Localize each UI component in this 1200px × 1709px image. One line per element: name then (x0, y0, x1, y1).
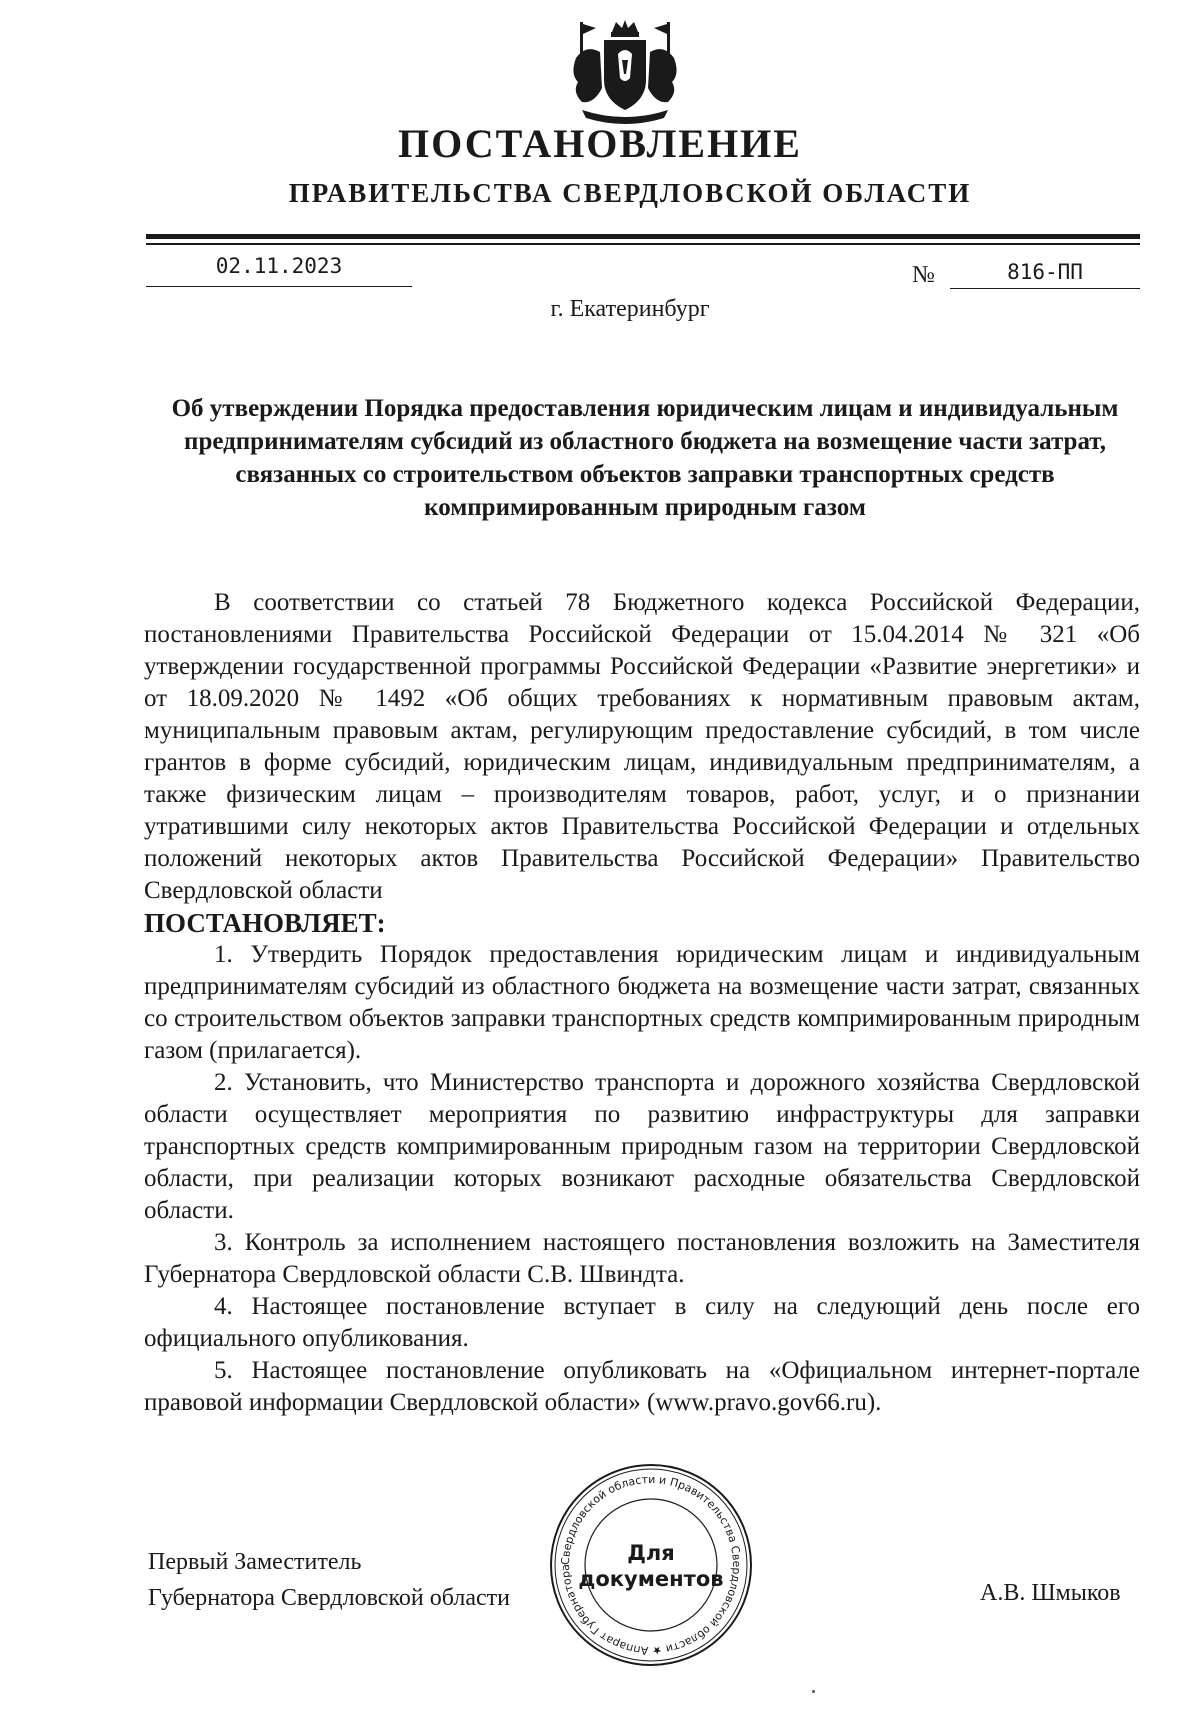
signatory-position-line1: Первый Заместитель (148, 1549, 362, 1575)
item-4: 4. Настоящее постановление вступает в силу на следующий день после его официального опубликования. (144, 1293, 1140, 1352)
stamp-center-line2: документов (578, 1567, 724, 1591)
item-5: 5. Настоящее постановление опубликовать на «Официальном интернет-портале правовой информации Свердловской области» (www.pravo.gov66.ru). (144, 1357, 1140, 1416)
document-number: 816-ПП (950, 260, 1140, 289)
stamp-ring-text: Свердловской области и Правительства Свердловской области ★ Аппарат Губернатора (558, 1472, 744, 1658)
coat-of-arms-icon (566, 18, 684, 128)
official-stamp (548, 1462, 754, 1668)
svg-text:Свердловской области и Правите (559, 1473, 743, 1657)
header-divider-thick (146, 234, 1140, 239)
header-divider-thin (146, 243, 1140, 245)
item-1: 1. Утвердить Порядок предоставления юридическим лицам и индивидуальным предпринимателям субсидий из областного бюджета на возмещение части затрат, связанных со строительством объектов заправки транспортных средств компримированным природным газом (прилагается). (144, 941, 1140, 1064)
document-type-title: ПОСТАНОВЛЕНИЕ (398, 121, 802, 166)
number-sign: № (912, 262, 935, 288)
scan-speck (812, 1690, 815, 1693)
city-line: г. Екатеринбург (550, 296, 710, 322)
signatory-position (148, 1544, 510, 1616)
resolves-keyword: ПОСТАНОВЛЯЕТ: (144, 908, 386, 938)
document-body (144, 587, 1140, 1419)
document-date: 02.11.2023 (146, 254, 412, 287)
item-2: 2. Установить, что Министерство транспорта и дорожного хозяйства Свердловской области осуществляет мероприятия по развитию инфраструктуры для заправки транспортных средств компримированным природным газом на территории Свердловской области, при реализации которых возникают расходные обязательства Свердловской области. (144, 1069, 1140, 1224)
preamble-paragraph: В соответствии со статьей 78 Бюджетного кодекса Российской Федерации, постановлениями Правительства Российской Федерации от 15.04.2014 № 321 «Об утверждении государственной программы Российской Федерации «Развитие энергетики» и от 18.09.2020 № 1492 «Об общих требованиях к нормативным правовым актам, муниципальным правовым актам, регулирующим предоставление субсидий, в том числе грантов в форме субсидий, юридическим лицам, индивидуальным предпринимателям, а также физическим лицам – производителям товаров, работ, услуг, и о признании утратившими силу некоторых актов Правительства Российской Федерации и отдельных положений некоторых актов Правительства Российской Федерации» Правительство Свердловской области (144, 589, 1140, 904)
issuer-subtitle: ПРАВИТЕЛЬСТВА СВЕРДЛОВСКОЙ ОБЛАСТИ (288, 178, 972, 208)
item-3: 3. Контроль за исполнением настоящего постановления возложить на Заместителя Губернатора Свердловской области С.В. Швиндта. (144, 1229, 1140, 1288)
document-heading: Об утверждении Порядка предоставления юридическим лицам и индивидуальным предпринимателям субсидий из областного бюджета на возмещение части затрат, связанных со строительством объектов заправки транспортных средств компримированным природным газом (171, 395, 1119, 521)
signatory-position-line2: Губернатора Свердловской области (148, 1585, 510, 1611)
stamp-center-line1: Для (627, 1541, 675, 1565)
signatory-name: А.В. Шмыков (980, 1580, 1121, 1606)
